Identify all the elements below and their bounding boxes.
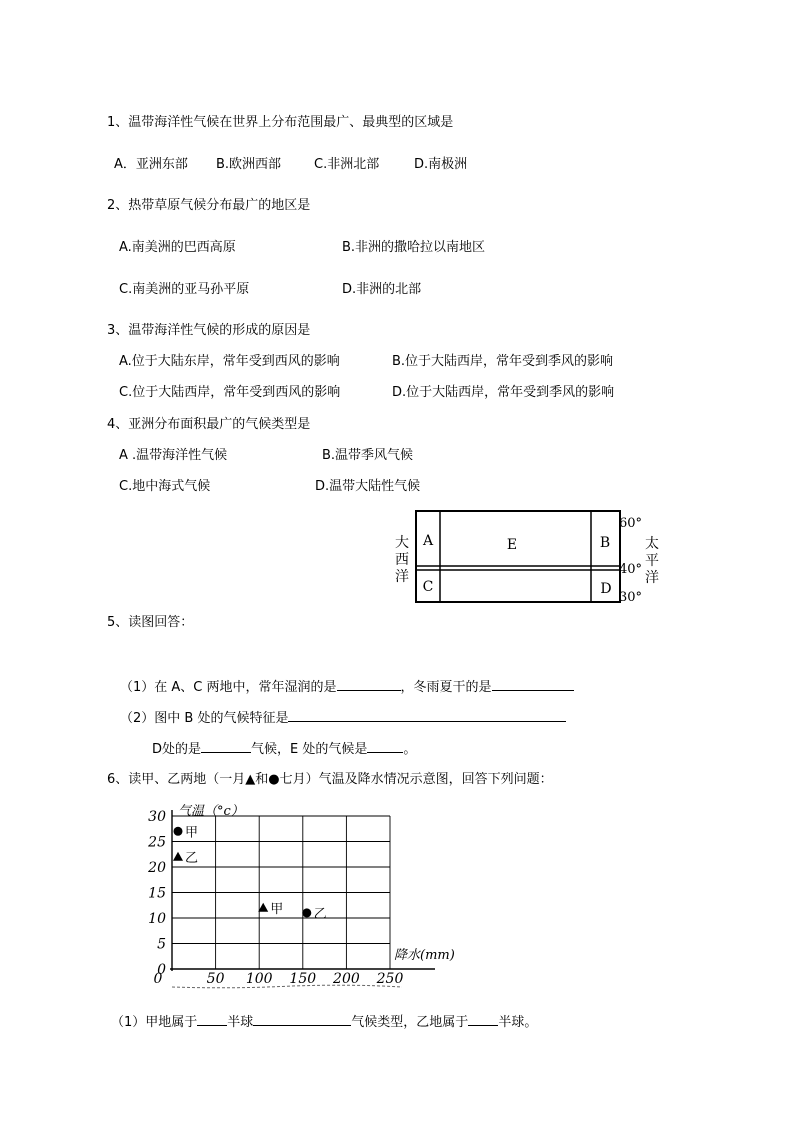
y-axis-title: 气温（°c） bbox=[178, 804, 244, 819]
q1-option-b: B.欧洲西部 bbox=[216, 157, 282, 172]
x-tick-label: 0 bbox=[153, 971, 163, 987]
q6-sub1-text-c: 气候类型，乙地属于 bbox=[351, 1015, 469, 1030]
y-tick-label: 15 bbox=[148, 885, 166, 902]
climate-scatter-chart bbox=[140, 795, 500, 1000]
point-marker-circle bbox=[302, 908, 311, 917]
cell-b-label: B bbox=[599, 535, 611, 551]
q1-stem: 1、温带海洋性气候在世界上分布范围最广、最典型的区域是 bbox=[107, 115, 454, 130]
point-label: 甲 bbox=[270, 901, 284, 917]
cell-c-label: C bbox=[422, 579, 434, 595]
x-axis-title: 降水(mm) bbox=[394, 948, 455, 963]
q3-option-c: C.位于大陆西岸，常年受到西风的影响 bbox=[119, 385, 341, 400]
point-label: 乙 bbox=[313, 906, 327, 922]
y-tick-label: 5 bbox=[157, 936, 166, 953]
point-label: 乙 bbox=[185, 850, 199, 866]
y-tick-label: 25 bbox=[148, 834, 166, 851]
x-tick-label: 200 bbox=[333, 971, 360, 987]
q6-sub1-text-d: 半球。 bbox=[498, 1015, 538, 1030]
q4-option-d: D.温带大陆性气候 bbox=[315, 479, 421, 494]
y-tick-label: 10 bbox=[148, 911, 166, 927]
q3-option-d: D.位于大陆西岸，常年受到季风的影响 bbox=[392, 385, 615, 400]
q5-sub2 bbox=[120, 709, 566, 727]
q4-option-c: C.地中海式气候 bbox=[119, 479, 211, 494]
latitude-60: 60° bbox=[619, 516, 643, 531]
continent-diagram bbox=[390, 505, 670, 610]
x-tick-label: 50 bbox=[206, 971, 225, 987]
q6-blank-a-hemisphere[interactable] bbox=[197, 1013, 227, 1026]
q5-sub3-text-c: 。 bbox=[403, 742, 417, 757]
latitude-40: 40° bbox=[619, 562, 643, 577]
q5-stem: 5、读图回答： bbox=[107, 615, 194, 630]
y-tick-label: 30 bbox=[148, 809, 166, 825]
q1-option-a: A．亚洲东部 bbox=[114, 157, 188, 172]
q5-blank-humid[interactable] bbox=[337, 678, 401, 691]
q5-sub1-text-b: ，冬雨夏干的是 bbox=[400, 680, 492, 695]
point-marker-circle bbox=[174, 827, 183, 836]
q2-option-c: C.南美洲的亚马孙平原 bbox=[119, 282, 250, 297]
q1-option-c: C.非洲北部 bbox=[314, 157, 380, 172]
q3-stem: 3、温带海洋性气候的形成的原因是 bbox=[107, 323, 311, 338]
q4-stem: 4、亚洲分布面积最广的气候类型是 bbox=[107, 417, 311, 432]
q2-option-b: B.非洲的撒哈拉以南地区 bbox=[342, 240, 486, 255]
q3-option-a: A.位于大陆东岸，常年受到西风的影响 bbox=[119, 354, 340, 369]
q5-sub2-text: （2）图中 B 处的气候特征是 bbox=[120, 711, 289, 726]
latitude-30: 30° bbox=[619, 590, 643, 605]
q6-stem: 6、读甲、乙两地（一月▲和●七月）气温及降水情况示意图，回答下列问题： bbox=[107, 772, 553, 787]
q5-blank-dry-summer[interactable] bbox=[492, 678, 574, 691]
q6-sub1-text-a: （1）甲地属于 bbox=[111, 1015, 198, 1030]
q4-option-b: B.温带季风气候 bbox=[322, 448, 414, 463]
q5-blank-e-climate[interactable] bbox=[367, 740, 403, 753]
q2-option-d: D.非洲的北部 bbox=[342, 282, 422, 297]
q6-sub1 bbox=[111, 1013, 537, 1031]
q5-blank-d-climate[interactable] bbox=[201, 740, 251, 753]
point-label: 甲 bbox=[185, 825, 199, 841]
q3-option-b: B.位于大陆西岸，常年受到季风的影响 bbox=[392, 354, 614, 369]
q1-option-d: D.南极洲 bbox=[414, 157, 468, 172]
q6-blank-a-climate[interactable] bbox=[253, 1013, 351, 1026]
pacific-ocean-label: 太平洋 bbox=[645, 536, 659, 586]
x-tick-label: 100 bbox=[245, 971, 273, 987]
q6-blank-b-hemisphere[interactable] bbox=[468, 1013, 498, 1026]
q5-blank-b-climate[interactable] bbox=[288, 709, 566, 722]
q5-sub1-text-a: （1）在 A、C 两地中，常年湿润的是 bbox=[120, 680, 337, 695]
cell-d-label: D bbox=[600, 581, 612, 597]
x-tick-label: 150 bbox=[289, 971, 317, 987]
q5-sub3-text-b: 气候，E 处的气候是 bbox=[251, 742, 368, 757]
atlantic-ocean-label: 大西洋 bbox=[395, 535, 409, 585]
cell-e-label: E bbox=[506, 537, 518, 553]
q2-stem: 2、热带草原气候分布最广的地区是 bbox=[107, 198, 311, 213]
q4-option-a: A .温带海洋性气候 bbox=[119, 448, 228, 463]
y-tick-label: 20 bbox=[148, 860, 166, 876]
q5-sub3-text-a: D处的是 bbox=[152, 742, 202, 757]
point-marker-triangle bbox=[173, 852, 183, 861]
cell-a-label: A bbox=[422, 533, 434, 549]
y-tick-label: 0 bbox=[157, 962, 166, 978]
point-marker-triangle bbox=[258, 903, 268, 912]
x-tick-label: 250 bbox=[376, 971, 404, 987]
q2-option-a: A.南美洲的巴西高原 bbox=[119, 240, 236, 255]
q5-sub3 bbox=[152, 740, 416, 758]
q5-sub1 bbox=[120, 678, 574, 696]
q6-sub1-text-b: 半球 bbox=[227, 1015, 254, 1030]
